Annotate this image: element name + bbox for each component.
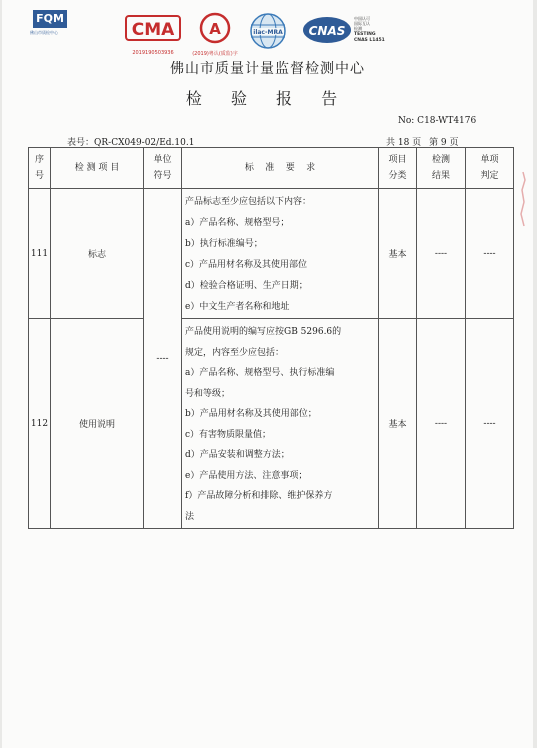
requirement-line: 号和等级； [185, 388, 231, 399]
requirement-line: c）产品用材名称及其使用部位 [185, 260, 308, 270]
report-number: No: C18-WT4176 [398, 116, 477, 126]
header-result-line2: 结果 [431, 171, 450, 181]
fqm-logo-mark: FQM [33, 10, 67, 28]
fqm-logo-caption: 佛山市质检中心 [30, 30, 58, 35]
row-item: 使用说明 [51, 319, 144, 529]
row-result: ---- [417, 189, 466, 319]
header-seq-line1: 序 [34, 155, 44, 165]
header-result [417, 148, 466, 189]
cma-logo-mark [124, 12, 182, 46]
table-row [29, 189, 514, 319]
header-category-line2: 分类 [388, 171, 407, 181]
cnas-line: TESTING [354, 32, 376, 37]
row-category: 基本 [379, 319, 417, 529]
requirement-line: a）产品名称、规格型号、执行标准编 [185, 368, 335, 378]
ilac-globe-icon [248, 12, 288, 50]
requirement-line: c）有害物质限量值； [185, 429, 272, 440]
header-category-line1: 项目 [388, 155, 407, 165]
cnas-line: 国际互认 [354, 21, 370, 26]
cnas-logo [302, 16, 392, 46]
table-row [29, 319, 514, 529]
cal-logo [192, 12, 238, 57]
header-requirement: 标 准 要 求 [182, 148, 379, 189]
requirement-line: d）检验合格证明、生产日期； [185, 281, 308, 291]
row-requirement [182, 319, 379, 529]
requirement-line: d）产品安装和调整方法； [185, 450, 290, 460]
row-category: 基本 [379, 189, 417, 319]
organization-name: 佛山市质量计量监督检测中心 [170, 61, 365, 77]
header-item: 检 测 项 目 [51, 148, 144, 189]
cma-number: 2019190503936 [132, 50, 174, 56]
cma-logo [124, 12, 182, 56]
row-result: ---- [417, 319, 466, 529]
header-unit-line2: 符号 [153, 171, 172, 181]
row-verdict: ---- [466, 189, 514, 319]
header-seq-line2: 号 [34, 171, 44, 181]
requirement-line: 产品使用说明的编写应按GB 5296.6的 [185, 327, 342, 337]
row-seq: 111 [29, 189, 51, 319]
requirement-line: 法 [185, 511, 195, 522]
requirement-line: e）产品使用方法、注意事项； [185, 470, 308, 481]
cnas-line: 检测 [354, 26, 362, 31]
header-verdict [466, 148, 514, 189]
header-seq [29, 148, 51, 189]
row-item: 标志 [51, 189, 144, 319]
row-verdict: ---- [466, 319, 514, 529]
header-category [379, 148, 417, 189]
header-unit-line1: 单位 [153, 155, 172, 165]
cnas-line: 中国认可 [354, 16, 370, 21]
cnas-caption [354, 16, 394, 43]
seal-stain-mark [519, 170, 527, 230]
requirement-line: 规定，内容至少应包括： [185, 347, 285, 358]
requirement-line: e）中文生产者名称和地址 [185, 302, 290, 312]
cnas-logo-mark [302, 16, 352, 44]
requirement-line: b）执行标准编号； [185, 239, 263, 249]
cnas-line: CNAS L1451 [354, 38, 385, 43]
table-header-row [29, 148, 514, 189]
requirement-line: a）产品名称、规格型号； [185, 218, 290, 228]
cal-number: (2019)粤认(质监)字 [192, 51, 238, 57]
header-result-line1: 检测 [431, 155, 450, 165]
ilac-mra-logo [248, 12, 288, 50]
page-current: 第 9 页 [429, 138, 459, 148]
inspection-table [28, 147, 514, 529]
fqm-logo [30, 10, 74, 36]
page-total: 共 18 页 [386, 138, 422, 148]
form-number: 表号：QR-CX049-02/Ed.10.1 [67, 138, 195, 148]
header-verdict-line2: 判定 [480, 171, 499, 181]
ilac-logo-text: ilac-MRA [253, 29, 283, 36]
row-seq: 112 [29, 319, 51, 529]
cnas-logo-text: CNAS [308, 24, 346, 38]
header-unit [144, 148, 182, 189]
cma-logo-text: CMA [131, 20, 175, 40]
header-verdict-line1: 单项 [480, 155, 499, 165]
cal-logo-mark [192, 12, 238, 46]
row-unit: ---- [144, 189, 182, 529]
requirement-line: f）产品故障分析和排除、维护保养方 [185, 491, 333, 501]
svg-text:A: A [209, 20, 221, 38]
requirement-line: 产品标志至少应包括以下内容： [185, 197, 312, 207]
requirement-line: b）产品用材名称及其使用部位； [185, 409, 317, 419]
row-requirement [182, 189, 379, 319]
report-page [2, 0, 533, 748]
report-title: 检 验 报 告 [185, 89, 350, 108]
